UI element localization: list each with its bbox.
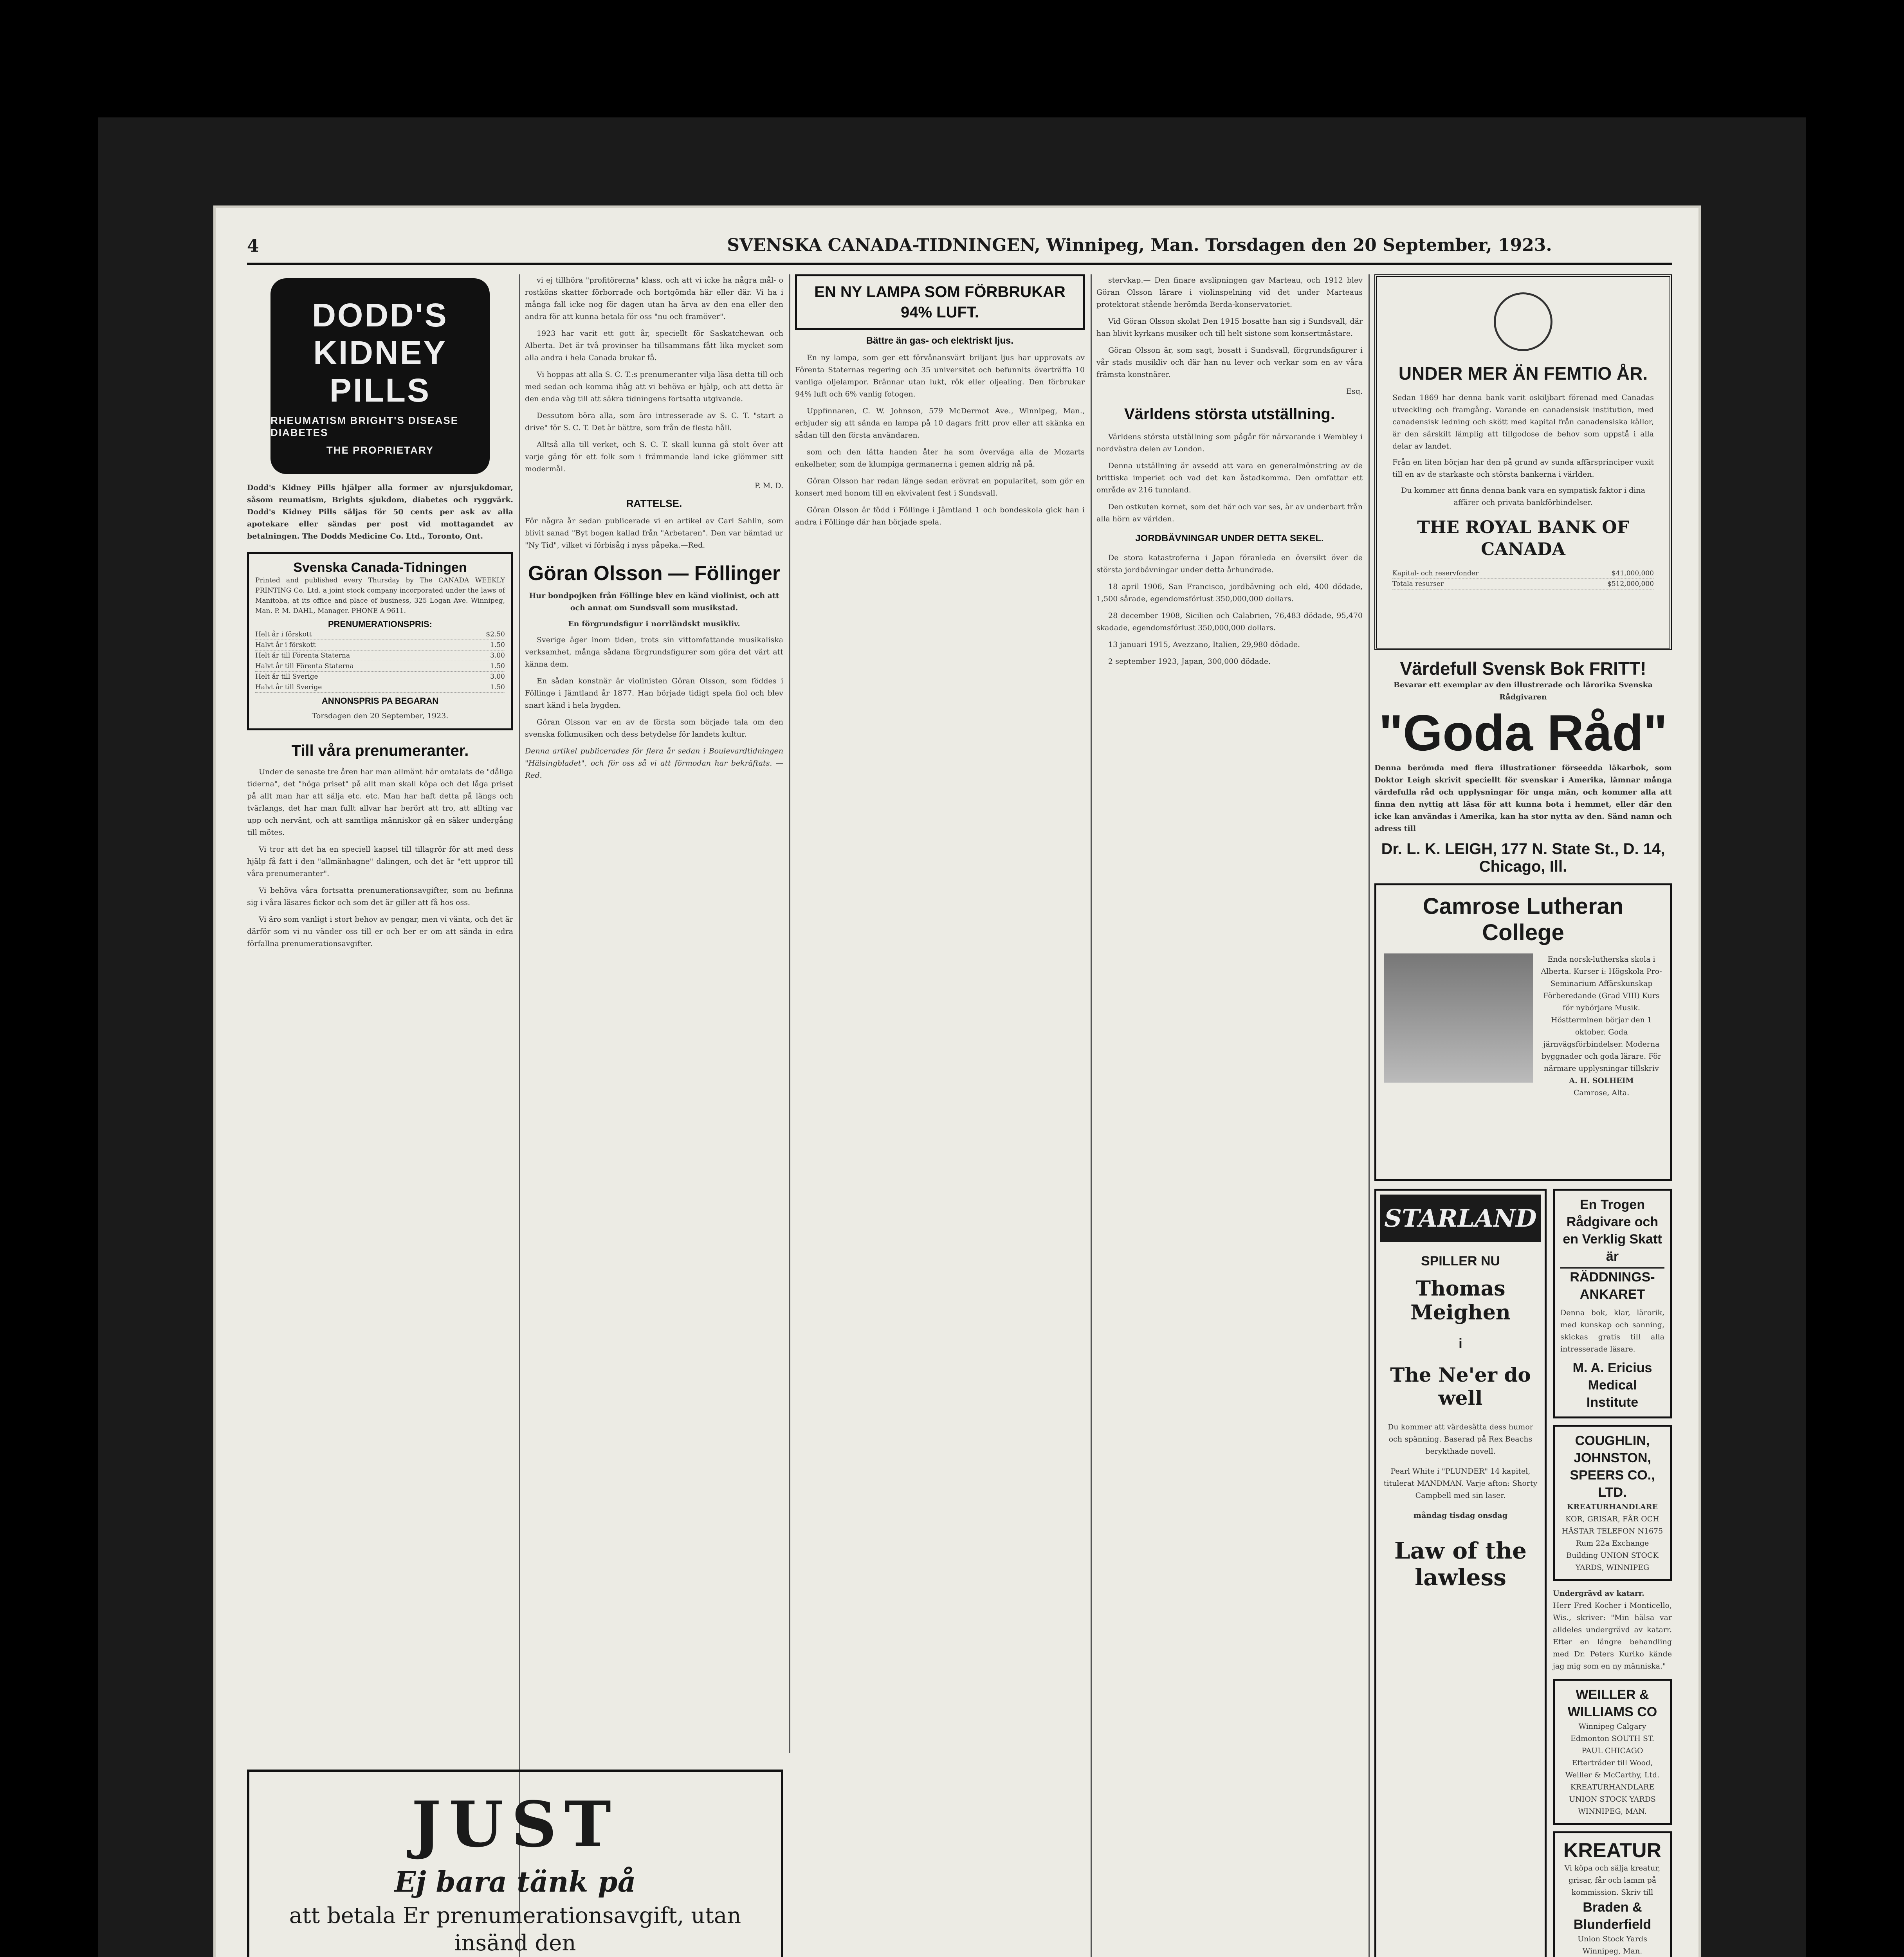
- starland-now-playing: SPILLER NU: [1421, 1254, 1500, 1269]
- bank-crest-icon: [1494, 292, 1552, 351]
- bank-body-3: Du kommer att finna denna bank vara en sympatisk faktor i dina affärer och privata bankförbindelser.: [1401, 486, 1645, 507]
- column-5: [1374, 274, 1672, 1957]
- paragraph: som och den lätta handen åter ha som överväga alla de Mozarts enkelheter, som de klumpiga germanerna i gemen aldrig nå på.: [795, 448, 1085, 469]
- kreatur-heading: KREATUR: [1563, 1839, 1662, 1862]
- price-row: [255, 651, 505, 661]
- ericius-heading-2: RÄDDNINGS-ANKARET: [1560, 1267, 1664, 1303]
- paragraph: Vi äro som vanligt i stort behov av pengar, men vi vänta, och det är därför som vi nu vänder oss till er och ber er om att sända in edra förfallna prenumerationsavgifter.: [247, 915, 513, 948]
- starland-days: måndag tisdag onsdag: [1414, 1511, 1507, 1520]
- lampa-heading: EN NY LAMPA SOM FÖRBRUKAR 94% LUFT.: [814, 283, 1066, 321]
- paragraph: En sådan konstnär är violinisten Göran Olsson, som föddes i Föllinge i Jämtland år 1877. Han började tidigt spela fiol och blev snart känd i hela bygden.: [525, 677, 783, 710]
- price-row: [255, 640, 505, 651]
- kreatur-body: Vi köpa och sälja kreatur, grisar, får och lamm på kommission. Skriv till: [1564, 1864, 1661, 1897]
- camrose-college-ad: [1374, 883, 1672, 1181]
- ericius-body: Denna bok, klar, lärorik, med kunskap och sanning, skickas gratis till alla intresserade läsare.: [1560, 1308, 1664, 1353]
- price-value: $2.50: [486, 631, 505, 638]
- starland-in: i: [1459, 1336, 1462, 1351]
- paper-info-box: [247, 552, 513, 730]
- masthead: SVENSKA CANADA-TIDNINGEN, Winnipeg, Man. Torsdagen den 20 September, 1923.: [727, 235, 1552, 255]
- ericius-ad: [1553, 1189, 1672, 1418]
- dodds-logo-line: THE PROPRIETARY: [326, 444, 434, 456]
- dodds-logo-line: PILLS: [329, 371, 431, 409]
- paragraph: 1923 har varit ett gott år, speciellt för Saskatchewan och Alberta. Det är två provinser ha tillsammans fått lika mycket som alla andra i hela Canada brukar få.: [525, 329, 783, 362]
- paragraph: Göran Olsson är född i Föllinge i Jämtland 1 och bondeskola gick han i andra i Föllinge där han började spela.: [795, 506, 1085, 526]
- bottom-ads-row: [1374, 1189, 1672, 1957]
- paragraph: Göran Olsson var en av de första som började tala om den svenska folkmusiken och dess betydelse för landets kultur.: [525, 718, 783, 739]
- price-value: 3.00: [490, 673, 505, 681]
- dodds-logo-line: RHEUMATISM BRIGHT'S DISEASE DIABETES: [270, 414, 459, 438]
- capital-label: Totala resurser: [1392, 580, 1444, 588]
- article-continued: [525, 274, 783, 475]
- subscription-price-heading: PRENUMERATIONSPRIS:: [328, 619, 433, 629]
- price-value: 1.50: [490, 662, 505, 670]
- signature: P. M. D.: [754, 481, 783, 490]
- weiller-body: Winnipeg Calgary Edmonton SOUTH ST. PAUL CHICAGO Efterträder till Wood, Weiller & McCarthy, Ltd. KREATURHANDLARE UNION STOCK YARDS WINNIPEG, MAN.: [1565, 1722, 1660, 1816]
- katarr-heading: Undergrävd av katarr.: [1553, 1589, 1644, 1598]
- paragraph: Uppfinnaren, C. W. Johnson, 579 McDermot Ave., Winnipeg, Man., erbjuder sig att sända en lampa på 10 dagars fritt prov eller att skänka en sådan till den första användaren.: [795, 407, 1085, 440]
- price-label: Halvt år till Förenta Staterna: [255, 662, 354, 670]
- paragraph: Dessutom böra alla, som äro intresserade av S. C. T. "start a drive" för S. C. T. Det är bättre, som från de flesta håll.: [525, 411, 783, 432]
- starland-logo: STARLAND: [1380, 1195, 1541, 1242]
- goda-body: Denna berömda med flera illustrationer förseedda läkarbok, som Doktor Leigh skrivit speciellt för svenskar i Amerika, lämnar många värdefulla råd och upplysningar för unga män, och kommer alla att finna den nyttig att läsa för att kunna bota i hemmet, eller där den icke kan användas i Amerika, kan ha stor nytta av den. Sänd namn och adress till: [1374, 764, 1672, 833]
- just-subscription-ad: [247, 1770, 783, 1957]
- paragraph: De stora katastroferna i Japan föranleda en översikt över de största jordbävningar under detta århundrade.: [1096, 553, 1363, 574]
- col3-body: [795, 352, 1085, 528]
- jordbavning-body: [1096, 552, 1363, 668]
- bank-heading: UNDER MER ÄN FEMTIO ÅR.: [1398, 363, 1648, 384]
- column-2: [525, 274, 783, 1753]
- rattelse-heading: RATTELSE.: [626, 497, 682, 509]
- college-content: [1384, 946, 1662, 1099]
- price-label: Halvt år i förskott: [255, 641, 316, 649]
- price-label: Helt år till Sverige: [255, 673, 318, 681]
- article-title: Till våra prenumeranter.: [291, 742, 469, 759]
- coughlin-ad: [1553, 1425, 1672, 1581]
- lampa-subheading: Bättre än gas- och elektriskt ljus.: [866, 335, 1014, 346]
- weiller-heading: WEILLER & WILLIAMS CO: [1567, 1687, 1657, 1719]
- college-body: Enda norsk-lutherska skola i Alberta. Kurser i: Högskola Pro-Seminarium Affärskunskap Förberedande (Grad VIII) Kurs för nybörjare Musik. Höstterminen börjar den 1 oktober. Goda järnvägsförbindelser. Moderna byggnader och goda lärare. För närmare upplysningar tillskriv: [1541, 955, 1662, 1073]
- capital-row: [1392, 568, 1654, 579]
- goran-heading: Göran Olsson — Föllinger: [528, 562, 781, 585]
- price-row: [255, 672, 505, 682]
- price-label: Halvt år till Sverige: [255, 683, 322, 691]
- price-row: [255, 661, 505, 672]
- ericius-heading: En Trogen Rådgivare och en Verklig Skatt är: [1563, 1197, 1662, 1264]
- goran-body: [525, 634, 783, 741]
- rattelse-body: För några år sedan publicerade vi en artikel av Carl Sahlin, som blivit sanad "Byt bogen kallad från "Arbetaren". Den var hämtad ur "Ny Tid", vilket vi förbisåg i nyss påpeka.—Red.: [525, 517, 783, 550]
- royal-bank-ad: [1374, 274, 1672, 650]
- paper-info-title: Svenska Canada-Tidningen: [293, 560, 467, 575]
- goda-title: "Goda Råd": [1379, 704, 1668, 761]
- goran-subheading: Hur bondpojken från Föllinge blev en känd violinist, och att och annat om Sundsvall som musikstad.: [529, 591, 779, 612]
- paragraph: Denna utställning är avsedd att vara en generalmönstring av de brittiska imperiet och vad det kan åstadkomma. Den omfattar ett område av 216 tunnland.: [1096, 461, 1363, 494]
- goda-address: Dr. L. K. LEIGH, 177 N. State St., D. 14, Chicago, Ill.: [1381, 840, 1665, 875]
- katarr-body: Herr Fred Kocher i Monticello, Wis., skriver: "Min hälsa var alldeles undergrävd av katarr. Efter en längre behandling med Dr. Peters Kuriko kände jag mig som en ny människa.": [1553, 1601, 1672, 1670]
- paragraph: Göran Olsson har redan länge sedan erövrat en popularitet, som gör en konsert med honom till en ekvivalent fest i Sundsvall.: [795, 477, 1085, 497]
- newspaper-page: [213, 205, 1701, 1957]
- dateline: Torsdagen den 20 September, 1923.: [312, 712, 449, 720]
- just-subheadline: Ej bara tänk på: [394, 1865, 636, 1898]
- capital-label: Kapital- och reservfonder: [1392, 569, 1479, 577]
- coughlin-heading: COUGHLIN, JOHNSTON, SPEERS CO., LTD.: [1570, 1433, 1655, 1500]
- column-separator: [519, 274, 520, 1957]
- column-separator: [1368, 274, 1370, 1957]
- paragraph: vi ej tillhöra "profitörerna" klass, och att vi icke ha några mål- o rostköns skatter förborrade och bortgömda här eller där. Vi ha i många fall icke nog för dagen utan ha ärva av den ena eller den andra för att kunna betala för oss "nu och framöver".: [525, 276, 783, 321]
- price-label: Helt år i förskott: [255, 631, 312, 638]
- ad-price-heading: ANNONSPRIS PA BEGARAN: [321, 696, 439, 706]
- signature: Esq.: [1346, 387, 1363, 396]
- paragraph: Vid Göran Olsson skolat Den 1915 bosatte han sig i Sundsvall, där han blivit kyrkans musiker och till helt sistone som konsertmästare.: [1096, 317, 1363, 338]
- paragraph: Göran Olsson är, som sagt, bosatt i Sundsvall, förgrundsfigurer i vår stads musikliv och där han nu lever och verkar som en av våra främsta konstnärer.: [1096, 346, 1363, 379]
- capital-value: $512,000,000: [1607, 580, 1654, 588]
- paragraph: stervkap.— Den finare avslipningen gav Marteau, och 1912 blev Göran Olsson lärare i violinspelning vid det under Marteaus protektorat stående berömda Berda-konservatoriet.: [1096, 276, 1363, 309]
- college-building-image: [1384, 953, 1533, 1083]
- paragraph: Vi tror att det ha en speciell kapsel till tillagrör för att med dess hjälp få fatt i den "allmänhagne" dalingen, och det är "ett uppror till våra prenumeranter".: [247, 845, 513, 878]
- price-label: Helt år till Förenta Staterna: [255, 652, 350, 660]
- college-text: [1541, 946, 1662, 1099]
- dodds-logo-line: DODD'S: [312, 296, 448, 333]
- ericius-name: M. A. Ericius Medical Institute: [1572, 1361, 1652, 1410]
- paragraph: 18 april 1906, San Francisco, jordbävning och eld, 400 dödade, 1,500 sårade, egendomsförlust 350,000,000 dollars.: [1096, 582, 1363, 603]
- dodds-ad-text: Dodd's Kidney Pills hjälper alla former av njursjukdomar, såsom reumatism, Brights sjukdom, diabetes och ryggvärk. Dodd's Kidney Pills säljas för 50 cents per ask av alla apotekare eller sändas per post vid mottagandet av betalningen. The Dodds Medicine Co. Ltd., Toronto, Ont.: [247, 483, 513, 541]
- goda-subheading: Bevarar ett exemplar av den illustrerade och lärorika Svenska Rådgivaren: [1394, 681, 1653, 701]
- just-body: att betala Er prenumerationsavgift, utan insänd den: [289, 1903, 741, 1956]
- starland-film-2: Law of the lawless: [1394, 1537, 1527, 1591]
- capital-row: [1392, 579, 1654, 589]
- katarr-article: [1553, 1588, 1672, 1672]
- starland-theatre-ad: [1374, 1189, 1547, 1957]
- column-separator: [789, 274, 790, 1753]
- goda-rad-ad: [1374, 658, 1672, 876]
- bank-capital-table: [1392, 568, 1654, 589]
- column-4: [1096, 274, 1363, 1957]
- bank-name: THE ROYAL BANK OF CANADA: [1417, 517, 1629, 559]
- kreatur-ad: [1553, 1831, 1672, 1957]
- side-ads: [1553, 1189, 1672, 1957]
- paragraph: 13 januari 1915, Avezzano, Italien, 29,980 dödade.: [1108, 640, 1300, 649]
- price-value: 1.50: [490, 641, 505, 649]
- capital-value: $41,000,000: [1611, 569, 1654, 577]
- starland-extra: Pearl White i "PLUNDER" 14 kapitel, titulerat MANDMAN. Varje afton: Shorty Campbell med sin laser.: [1383, 1467, 1538, 1500]
- paragraph: Under de senaste tre åren har man allmänt här omtalats de "dåliga tiderna", det "höga priset" på allt man skall köpa och det låga priset på allt man har att sälja etc. etc. Man har haft detta på längs och tvärlangs, det har man fullt allvar har berört att tro, att allting var upp och nervänt, och att samtliga människor gå en säker undergång till mötes.: [247, 768, 513, 837]
- masthead-rule: [247, 263, 1672, 265]
- col4-body: [1096, 274, 1363, 381]
- price-row: [255, 629, 505, 640]
- bank-body-2: Från en liten början har den på grund av sunda affärsprinciper vuxit till en av de starkaste och största bankerna i världen.: [1392, 458, 1654, 479]
- page-number: 4: [247, 236, 259, 256]
- goran-subheading-2: En förgrundsfigur i norrländskt musikliv.: [568, 620, 740, 628]
- article-body: [247, 766, 513, 950]
- paragraph: 28 december 1908, Sicilien och Calabrien, 76,483 dödade, 95,470 skadade, egendomsförlust 350,000,000 dollars.: [1096, 611, 1363, 632]
- price-row: [255, 682, 505, 693]
- paragraph: Den ostkuten kornet, som det här och var ses, är av underbart från alla hörn av världen.: [1096, 503, 1363, 523]
- jordbavning-heading: JORDBÄVNINGAR UNDER DETTA SEKEL.: [1135, 533, 1324, 544]
- footnote: Denna artikel publicerades för flera år sedan i Boulevardtidningen "Hälsingbladet", och för oss så vi att förmodan har bekräftats. — Red.: [525, 747, 783, 780]
- college-title: Camrose Lutheran College: [1423, 894, 1624, 945]
- weiller-ad: [1553, 1679, 1672, 1825]
- varldens-body: [1096, 431, 1363, 525]
- column-separator: [1091, 274, 1092, 1957]
- price-value: 1.50: [490, 683, 505, 691]
- college-contact: A. H. SOLHEIM: [1569, 1076, 1634, 1085]
- paragraph: Sverige äger inom tiden, trots sin vittomfattande musikaliska verksamhet, många sådana förgrundsfigurer som göra det värt att känna dem.: [525, 636, 783, 669]
- paragraph: 2 september 1923, Japan, 300,000 dödade.: [1108, 657, 1271, 666]
- paragraph: Världens största utställning som pågår för närvarande i Wembley i nordvästra delen av London.: [1096, 432, 1363, 453]
- starland-actor: Thomas Meighen: [1410, 1277, 1511, 1324]
- varldens-heading: Världens största utställning.: [1124, 405, 1335, 423]
- lampa-ad: [795, 274, 1085, 330]
- paragraph: Vi hoppas att alla S. C. T.:s prenumeranter vilja läsa detta till och med sedan och komma ihåg att vi behöva er hjälp, och att detta är den enda väg till att säkra tidningens fortsatta utgivande.: [525, 370, 783, 403]
- dodds-kidney-pills-logo: [270, 278, 490, 474]
- paragraph: En ny lampa, som ger ett förvånansvärt briljant ljus har upprovats av Förenta Staternas regering och 35 universitet och befunnits överträffa 10 vanliga oljelampor. Brännar utan lukt, rök eller oljealing. Den förbrukar 94% luft och 6% vanlig fotogen.: [795, 353, 1085, 398]
- starland-description: Du kommer att värdesätta dess humor och spänning. Baserad på Rex Beachs berykthade novell.: [1388, 1423, 1533, 1456]
- column-1: [247, 274, 513, 1957]
- column-3: [795, 274, 1085, 1957]
- coughlin-subheading: KREATURHANDLARE: [1567, 1503, 1658, 1511]
- just-headline: JUST: [411, 1788, 619, 1861]
- bank-body: Sedan 1869 har denna bank varit oskiljbart förenad med Canadas utveckling och framgång. Varande en canadensisk institution, med canadensisk ledning och skött med kapital från canadensiska källor, är den särskilt lämplig att tillgodose de behov som uppstå i alla delar av landet.: [1392, 393, 1654, 451]
- starland-film: The Ne'er do well: [1390, 1363, 1531, 1409]
- paper-info-body: Printed and published every Thursday by The CANADA WEEKLY PRINTING Co. Ltd. a joint stock company incorporated under the laws of Manitoba, at its office and place of business, 325 Logan Ave. Winnipeg, Man. P. M. DAHL, Manager. PHONE A 9611.: [255, 577, 505, 615]
- college-place: Camrose, Alta.: [1573, 1088, 1630, 1097]
- kreatur-name: Braden & Blunderfield: [1573, 1900, 1652, 1932]
- price-value: 3.00: [490, 652, 505, 660]
- kreatur-place: Union Stock Yards Winnipeg, Man.: [1578, 1935, 1647, 1955]
- coughlin-body: KOR, GRISAR, FÅR OCH HÄSTAR TELEFON N1675 Rum 22a Exchange Building UNION STOCK YARDS, WINNIPEG: [1561, 1515, 1663, 1572]
- dodds-logo-line: KIDNEY: [313, 334, 447, 371]
- paragraph: Alltså alla till verket, och S. C. T. skall kunna gå stolt över att varje gäng för ett folk som i främmande land icke glömmer sitt modermål.: [525, 440, 783, 473]
- subscription-price-table: [255, 629, 505, 693]
- paragraph: Vi behöva våra fortsatta prenumerationsavgifter, som nu befinna sig i våra läsares fickor och som det är giller att få hos oss.: [247, 886, 513, 907]
- goda-heading: Värdefull Svensk Bok FRITT!: [1400, 658, 1646, 679]
